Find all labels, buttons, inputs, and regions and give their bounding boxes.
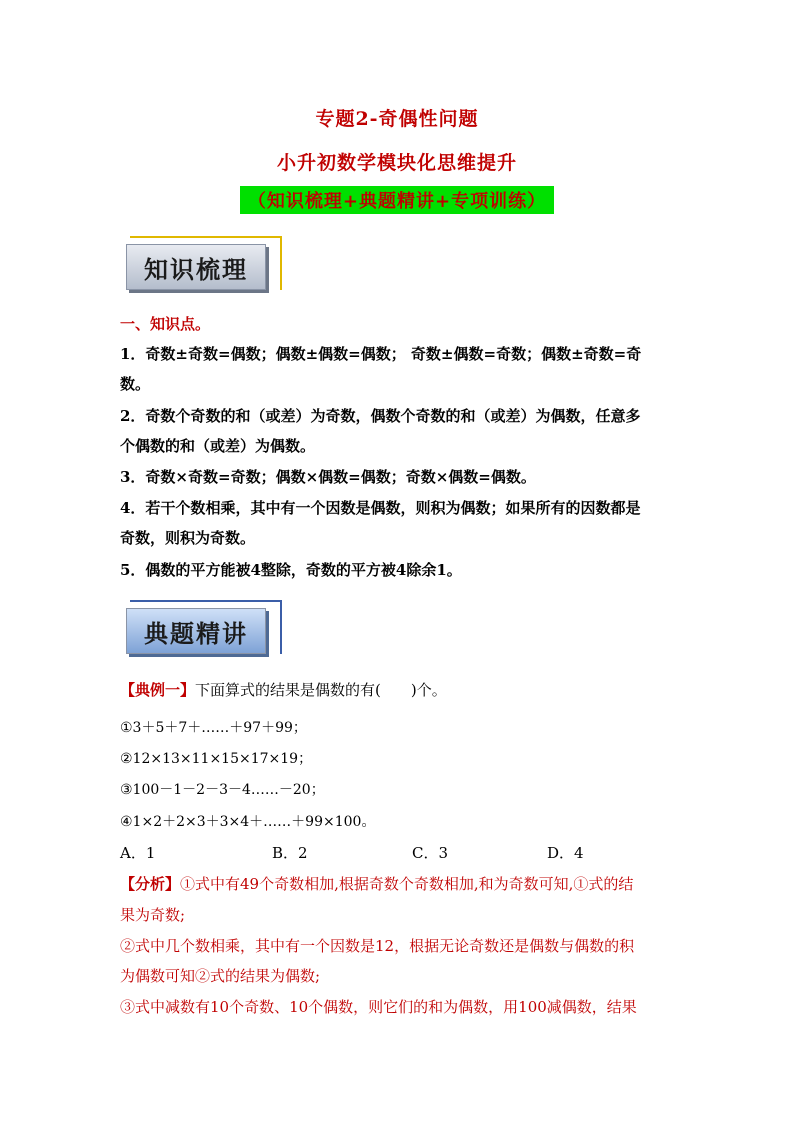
example-tag: 【典例一】: [120, 681, 196, 699]
option-d: D．4: [547, 844, 584, 862]
example-item: ④1×2＋2×3＋3×4＋……＋99×100。: [120, 814, 376, 830]
knowledge-point: 数。: [120, 375, 151, 393]
analysis-text: ①式中有49个奇数相加,根据奇数个奇数相加,和为奇数可知,①式的结: [180, 875, 634, 893]
analysis-line: ②式中几个数相乘，其中有一个因数是12，根据无论奇数还是偶数与偶数的积: [120, 937, 635, 955]
banner-row: [0, 186, 794, 214]
example-line: [120, 680, 447, 700]
knowledge-point: 5．偶数的平方能被4整除，奇数的平方被4除余1。: [120, 561, 462, 579]
knowledge-heading: 一、知识点。: [120, 315, 211, 333]
option-a: A．1: [120, 844, 156, 862]
highlight-banner: （知识梳理+典题精讲+专项训练）: [240, 186, 554, 214]
knowledge-point: 2．奇数个奇数的和（或差）为奇数，偶数个奇数的和（或差）为偶数，任意多: [120, 407, 641, 425]
example-item: ②12×13×11×15×17×19；: [120, 751, 313, 767]
analysis-line: 为偶数可知②式的结果为偶数;: [120, 967, 321, 985]
option-c: C．3: [412, 844, 449, 862]
knowledge-point: 4．若干个数相乘，其中有一个因数是偶数，则积为偶数；如果所有的因数都是: [120, 499, 641, 517]
example-item: ①3＋5＋7＋……＋97＋99；: [120, 720, 307, 736]
option-b: B．2: [272, 844, 308, 862]
example-question: 下面算式的结果是偶数的有( )个。: [195, 681, 447, 699]
section-label-knowledge: 知识梳理: [126, 244, 266, 290]
analysis-line: [120, 874, 633, 894]
analysis-line: ③式中减数有10个奇数、10个偶数，则它们的和为偶数，用100减偶数，结果: [120, 998, 637, 1016]
section-label-examples: 典题精讲: [126, 608, 266, 654]
analysis-line: 果为奇数;: [120, 906, 186, 924]
knowledge-point: 1．奇数±奇数=偶数；偶数±偶数=偶数； 奇数±偶数=奇数；偶数±奇数=奇: [120, 345, 642, 363]
example-item: ③100－1－2－3－4……－20；: [120, 782, 325, 798]
analysis-tag: 【分析】: [120, 875, 181, 893]
knowledge-point: 奇数，则积为奇数。: [120, 529, 256, 547]
knowledge-point: 3．奇数×奇数=奇数；偶数×偶数=偶数；奇数×偶数=偶数。: [120, 468, 536, 486]
knowledge-point: 个偶数的和（或差）为偶数。: [120, 437, 316, 455]
page-title: 专题2-奇偶性问题: [315, 108, 479, 130]
page-subtitle: 小升初数学模块化思维提升: [276, 152, 517, 174]
